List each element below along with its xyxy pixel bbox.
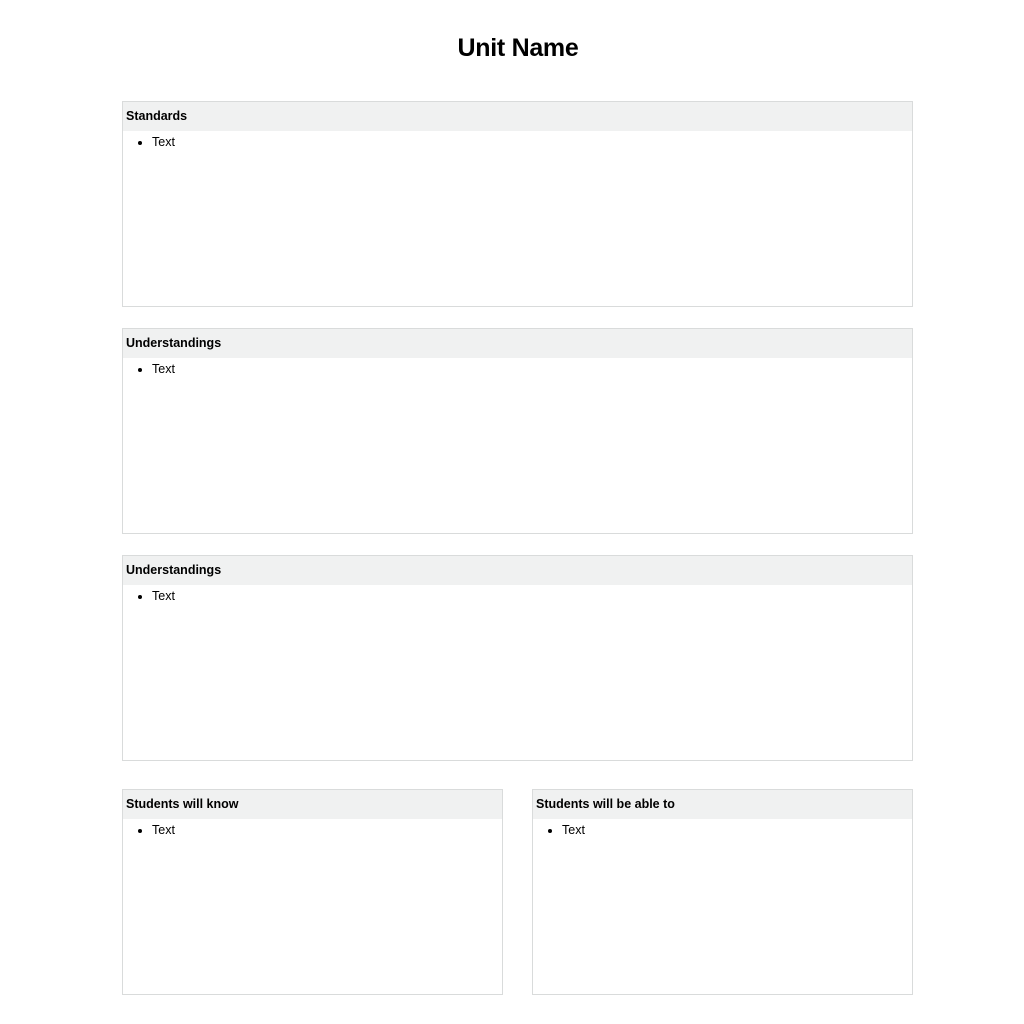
standards-section [122,101,913,307]
list-item[interactable]: • Text [152,361,912,377]
students-able-section [532,789,913,995]
understandings-section-2 [122,555,913,761]
students-able-heading: Students will be able to [533,790,912,819]
understandings-list-1 [123,361,912,377]
students-know-heading: Students will know [123,790,502,819]
standards-body[interactable] [123,131,912,150]
understandings-body-2[interactable] [123,585,912,604]
understandings-heading-2: Understandings [123,556,912,585]
students-able-list [533,822,912,838]
understandings-body-1[interactable] [123,358,912,377]
page-title: Unit Name [457,34,579,62]
standards-heading: Standards [123,102,912,131]
list-item[interactable]: • Text [152,588,912,604]
understandings-section-1 [122,328,913,534]
list-item[interactable]: • Text [152,822,502,838]
students-know-section [122,789,503,995]
list-item[interactable]: • Text [152,134,912,150]
students-able-body[interactable] [533,819,912,838]
understandings-list-2 [123,588,912,604]
students-know-list [123,822,502,838]
list-item[interactable]: • Text [562,822,912,838]
understandings-heading-1: Understandings [123,329,912,358]
standards-list [123,134,912,150]
students-know-body[interactable] [123,819,502,838]
